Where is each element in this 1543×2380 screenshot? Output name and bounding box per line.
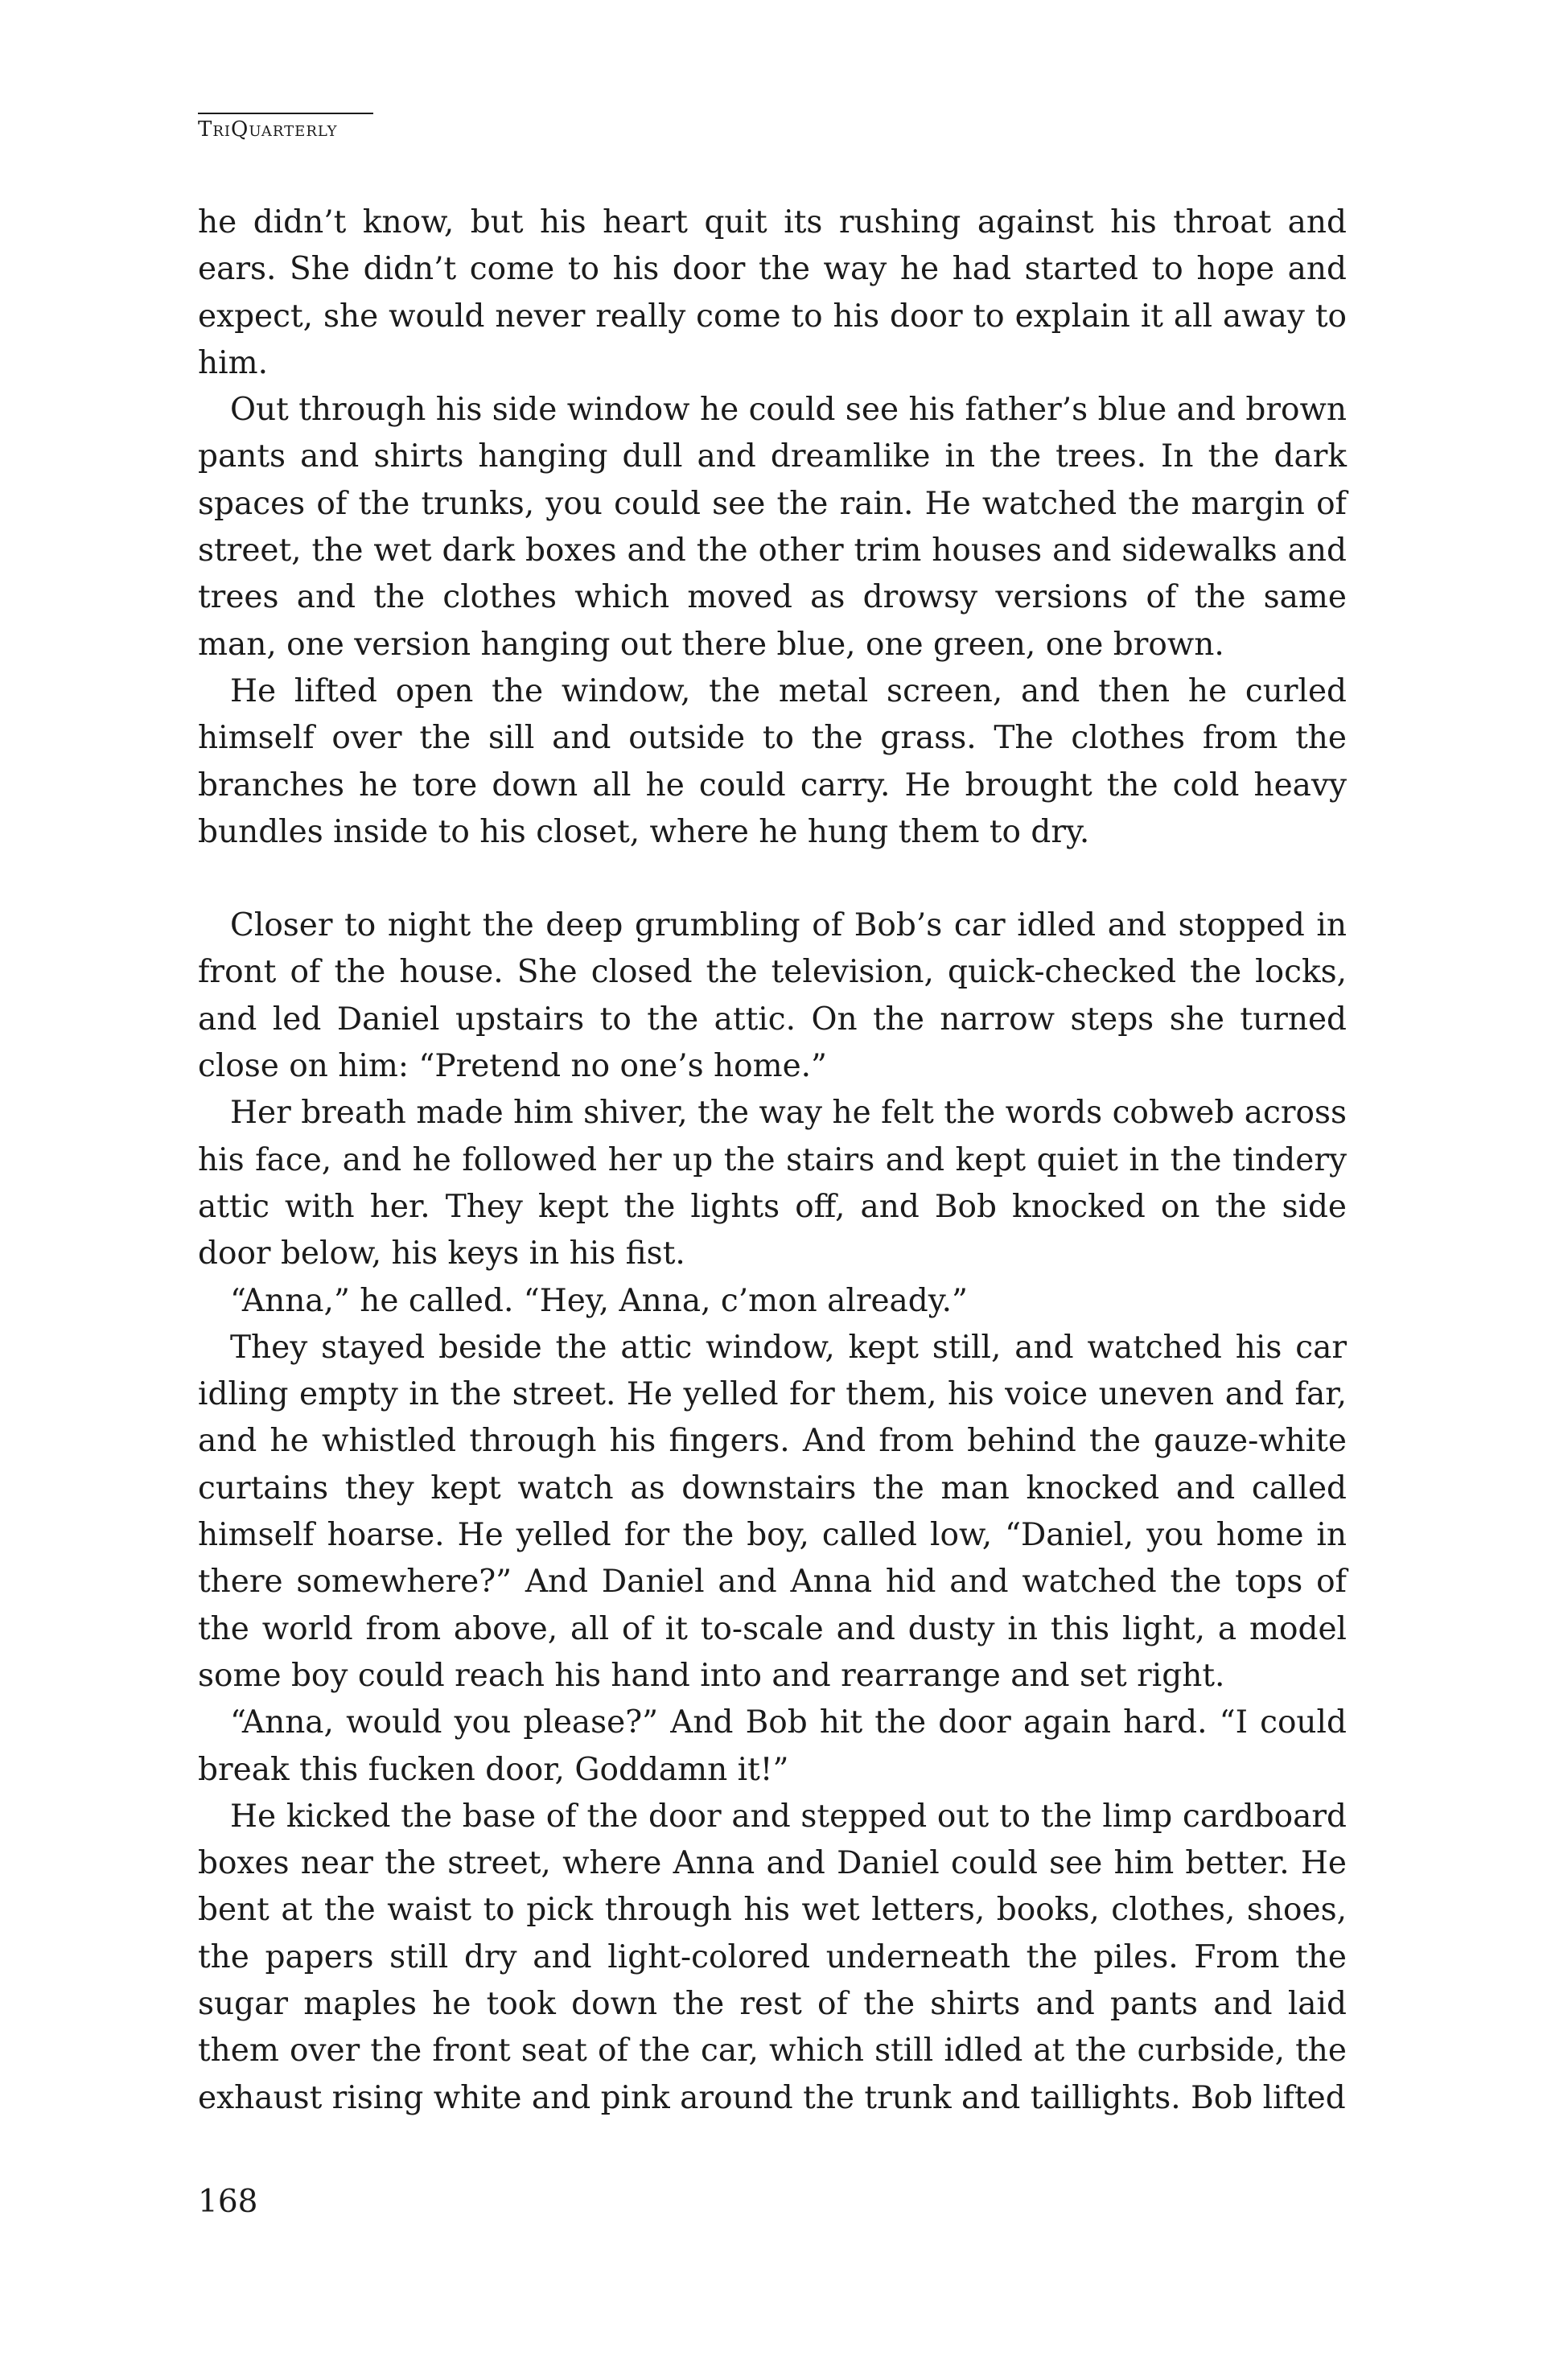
paragraph-3: He lifted open the window, the metal screen, and then he curled himself over the sill and outside to the grass. The clothes from the branches he tore down all he could carry. He brought the cold heavy bundles inside to his closet, where he hung them to dry.	[198, 672, 1347, 850]
section-break	[198, 856, 1347, 902]
paragraph-2: Out through his side window he could see his father’s blue and brown pants and shirts hanging dull and dreamlike in the trees. In the dark spaces of the trunks, you could see the rain. He watched the margin of street, the wet dark boxes and the other trim houses and sidewalks and trees and the clothes which moved as drowsy versions of the same man, one version hanging out there blue, one green, one brown.	[198, 392, 1347, 663]
paragraph-9: He kicked the base of the door and stepped out to the limp cardboard boxes near the street, where Anna and Daniel could see him better. He bent at the waist to pick through his wet letters, books, clothes, shoes, the papers still dry and light-colored underneath the piles. From the sugar maples he took down the rest of the shirts and pants and laid them over the front seat of the car, which still idled at the curbside, the exhaust rising white and pink around the trunk and taillights. Bob lifted	[198, 1798, 1347, 2116]
paragraph-1: he didn’t know, but his heart quit its rushing against his throat and ears. She didn’t come to his door the way he had started to hope and expect, she would never really come to his door to explain it all away to him.	[198, 204, 1347, 381]
body-text	[198, 199, 1347, 2122]
running-head-rule	[198, 113, 373, 114]
page-number: 168	[198, 2184, 258, 2220]
paragraph-8: “Anna, would you please?” And Bob hit the door again hard. “I could break this fucken door, Goddamn it!”	[198, 1704, 1347, 1788]
paragraph-5: Her breath made him shiver, the way he felt the words cobweb across his face, and he followed her up the stairs and kept quiet in the tindery attic with her. They kept the lights off, and Bob knocked on the side door below, his keys in his fist.	[198, 1095, 1347, 1272]
paragraph-7: They stayed beside the attic window, kept still, and watched his car idling empty in the street. He yelled for them, his voice uneven and far, and he whistled through his fingers. And from behind the gauze-white curtains they kept watch as downstairs the man knocked and called himself hoarse. He yelled for the boy, called low, “Daniel, you home in there somewhere?” And Daniel and Anna hid and watched the tops of the world from above, all of it to-scale and dusty in this light, a model some boy could reach his hand into and rearrange and set right.	[198, 1329, 1347, 1694]
paragraph-4: Closer to night the deep grumbling of Bob’s car idled and stopped in front of the house. She closed the television, quick-checked the locks, and led Daniel upstairs to the attic. On the narrow steps she turned close on him: “Pretend no one’s home.”	[198, 907, 1347, 1085]
running-head: TriQuarterly	[198, 117, 338, 142]
paragraph-6: “Anna,” he called. “Hey, Anna, c’mon already.”	[230, 1282, 968, 1319]
